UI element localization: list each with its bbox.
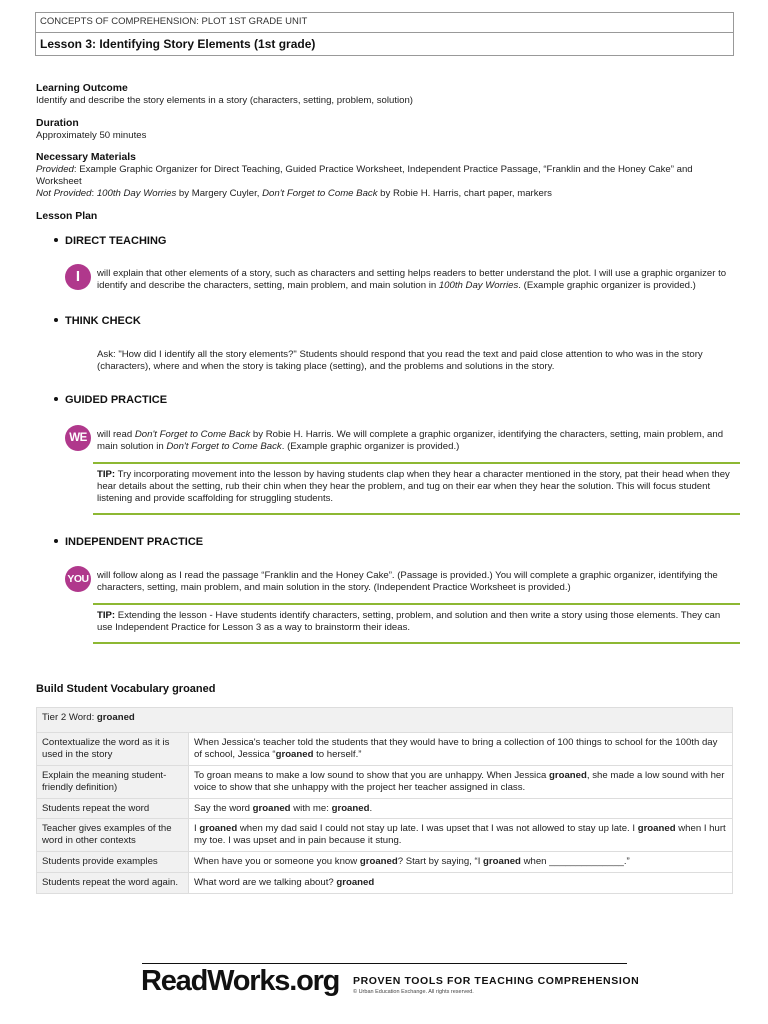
bullet-icon (54, 397, 58, 401)
row-value: I groaned when my dad said I could not stay up late. I was upset that I was not allowed to stay up late. I groaned when I hurt my toe. I was upset and in pain because it stung. (189, 819, 733, 852)
row-label: Contextualize the word as it is used in the story (37, 733, 189, 766)
think-check-heading: THINK CHECK (54, 315, 141, 328)
table-row (37, 708, 733, 733)
readworks-logo: ReadWorks.org (141, 965, 340, 997)
row-label: Students repeat the word again. (37, 873, 189, 894)
learning-outcome-text: Identify and describe the story elements in a story (characters, setting, problem, solution) (36, 95, 413, 106)
row-value: What word are we talking about? groaned (189, 873, 733, 894)
vocab-table (36, 707, 733, 894)
guided-practice-text: will read Don't Forget to Come Back by Robie H. Harris. We will complete a graphic organizer, identifying the characters, setting, main problem, and main solution in Don't Forget to Come Back. (Example graphic organizer is provided.) (97, 429, 724, 452)
you-badge-icon: YOU (65, 566, 91, 592)
i-badge-icon: I (65, 264, 91, 290)
unit-title: CONCEPTS OF COMPREHENSION: PLOT 1ST GRADE UNIT (36, 13, 733, 33)
lesson-header (35, 12, 734, 56)
row-value: Say the word groaned with me: groaned. (189, 798, 733, 819)
table-row (37, 733, 733, 766)
duration-text: Approximately 50 minutes (36, 130, 147, 141)
row-label: Students repeat the word (37, 798, 189, 819)
table-row (37, 798, 733, 819)
think-check-text: Ask: "How did I identify all the story elements?" Students should respond that you read the text and paid close attention to who was in the story (characters), where and when the story is taking place (setting), and the problems and solutions in the story. (97, 349, 703, 372)
learning-outcome-heading: Learning Outcome (36, 83, 128, 94)
row-label: Students provide examples (37, 852, 189, 873)
footer-copyright: © Urban Education Exchange. All rights reserved. (353, 989, 474, 995)
direct-teaching-text: will explain that other elements of a story, such as characters and setting helps readers to better understand the plot. I will use a graphic organizer to identify and describe the characters, setting, main problem, and main solution in 100th Day Worries. (Example graphic organizer is provided.) (97, 268, 727, 291)
row-value: To groan means to make a low sound to show that you are unhappy. When Jessica groaned, she made a low sound with her voice to show that she unhappy with the project her teacher assigned in class. (189, 765, 733, 798)
row-value: When have you or someone you know groaned? Start by saying, “I groaned when ______________.” (189, 852, 733, 873)
row-label: Teacher gives examples of the word in other contexts (37, 819, 189, 852)
independent-practice-heading: INDEPENDENT PRACTICE (54, 536, 203, 549)
materials-heading: Necessary Materials (36, 152, 136, 163)
independent-practice-text: will follow along as I read the passage “Franklin and the Honey Cake”. (Passage is provided.) You will complete a graphic organizer, identifying the characters, setting, main problem, and main solution in the story. (Independent Practice Worksheet is provided.) (97, 570, 718, 593)
bullet-icon (54, 539, 58, 543)
table-row (37, 852, 733, 873)
direct-teaching-heading: DIRECT TEACHING (54, 235, 166, 248)
duration-heading: Duration (36, 118, 79, 129)
tier-word-cell: Tier 2 Word: groaned (37, 708, 733, 733)
lesson-title: Lesson 3: Identifying Story Elements (1st grade) (40, 37, 316, 51)
table-row (37, 819, 733, 852)
lesson-plan-heading: Lesson Plan (36, 211, 98, 222)
bullet-icon (54, 238, 58, 242)
materials-not-provided: Not Provided: 100th Day Worries by Margery Cuyler, Don't Forget to Come Back by Robie H. Harris, chart paper, markers (36, 188, 552, 199)
footer-tagline: PROVEN TOOLS FOR TEACHING COMPREHENSION (353, 975, 640, 987)
guided-practice-tip: TIP: Try incorporating movement into the lesson by having students clap when they hear a character mentioned in the story, pat their head when they hear details about the setting, rub their chin when they hear the problem, and tug on their ear when they hear the solution. This will focus student listening and provide scaffolding for struggling students. (93, 462, 740, 515)
row-label: Explain the meaning student-friendly definition) (37, 765, 189, 798)
materials-provided: Provided: Example Graphic Organizer for Direct Teaching, Guided Practice Worksheet, Independent Practice Passage, “Franklin and the Honey Cake” and Worksheet (36, 164, 693, 187)
guided-practice-heading: GUIDED PRACTICE (54, 394, 167, 407)
we-badge-icon: WE (65, 425, 91, 451)
independent-practice-tip: TIP: Extending the lesson - Have students identify characters, setting, problem, and solution and then write a story using those elements. They can use Independent Practice for Lesson 3 as a way to brainstorm their ideas. (93, 603, 740, 644)
vocab-title: Build Student Vocabulary groaned (36, 683, 216, 695)
table-row (37, 873, 733, 894)
row-value: When Jessica's teacher told the students that they would have to bring a collection of 100 things to school for the 100th day of school, Jessica “groaned to herself.” (189, 733, 733, 766)
table-row (37, 765, 733, 798)
bullet-icon (54, 318, 58, 322)
